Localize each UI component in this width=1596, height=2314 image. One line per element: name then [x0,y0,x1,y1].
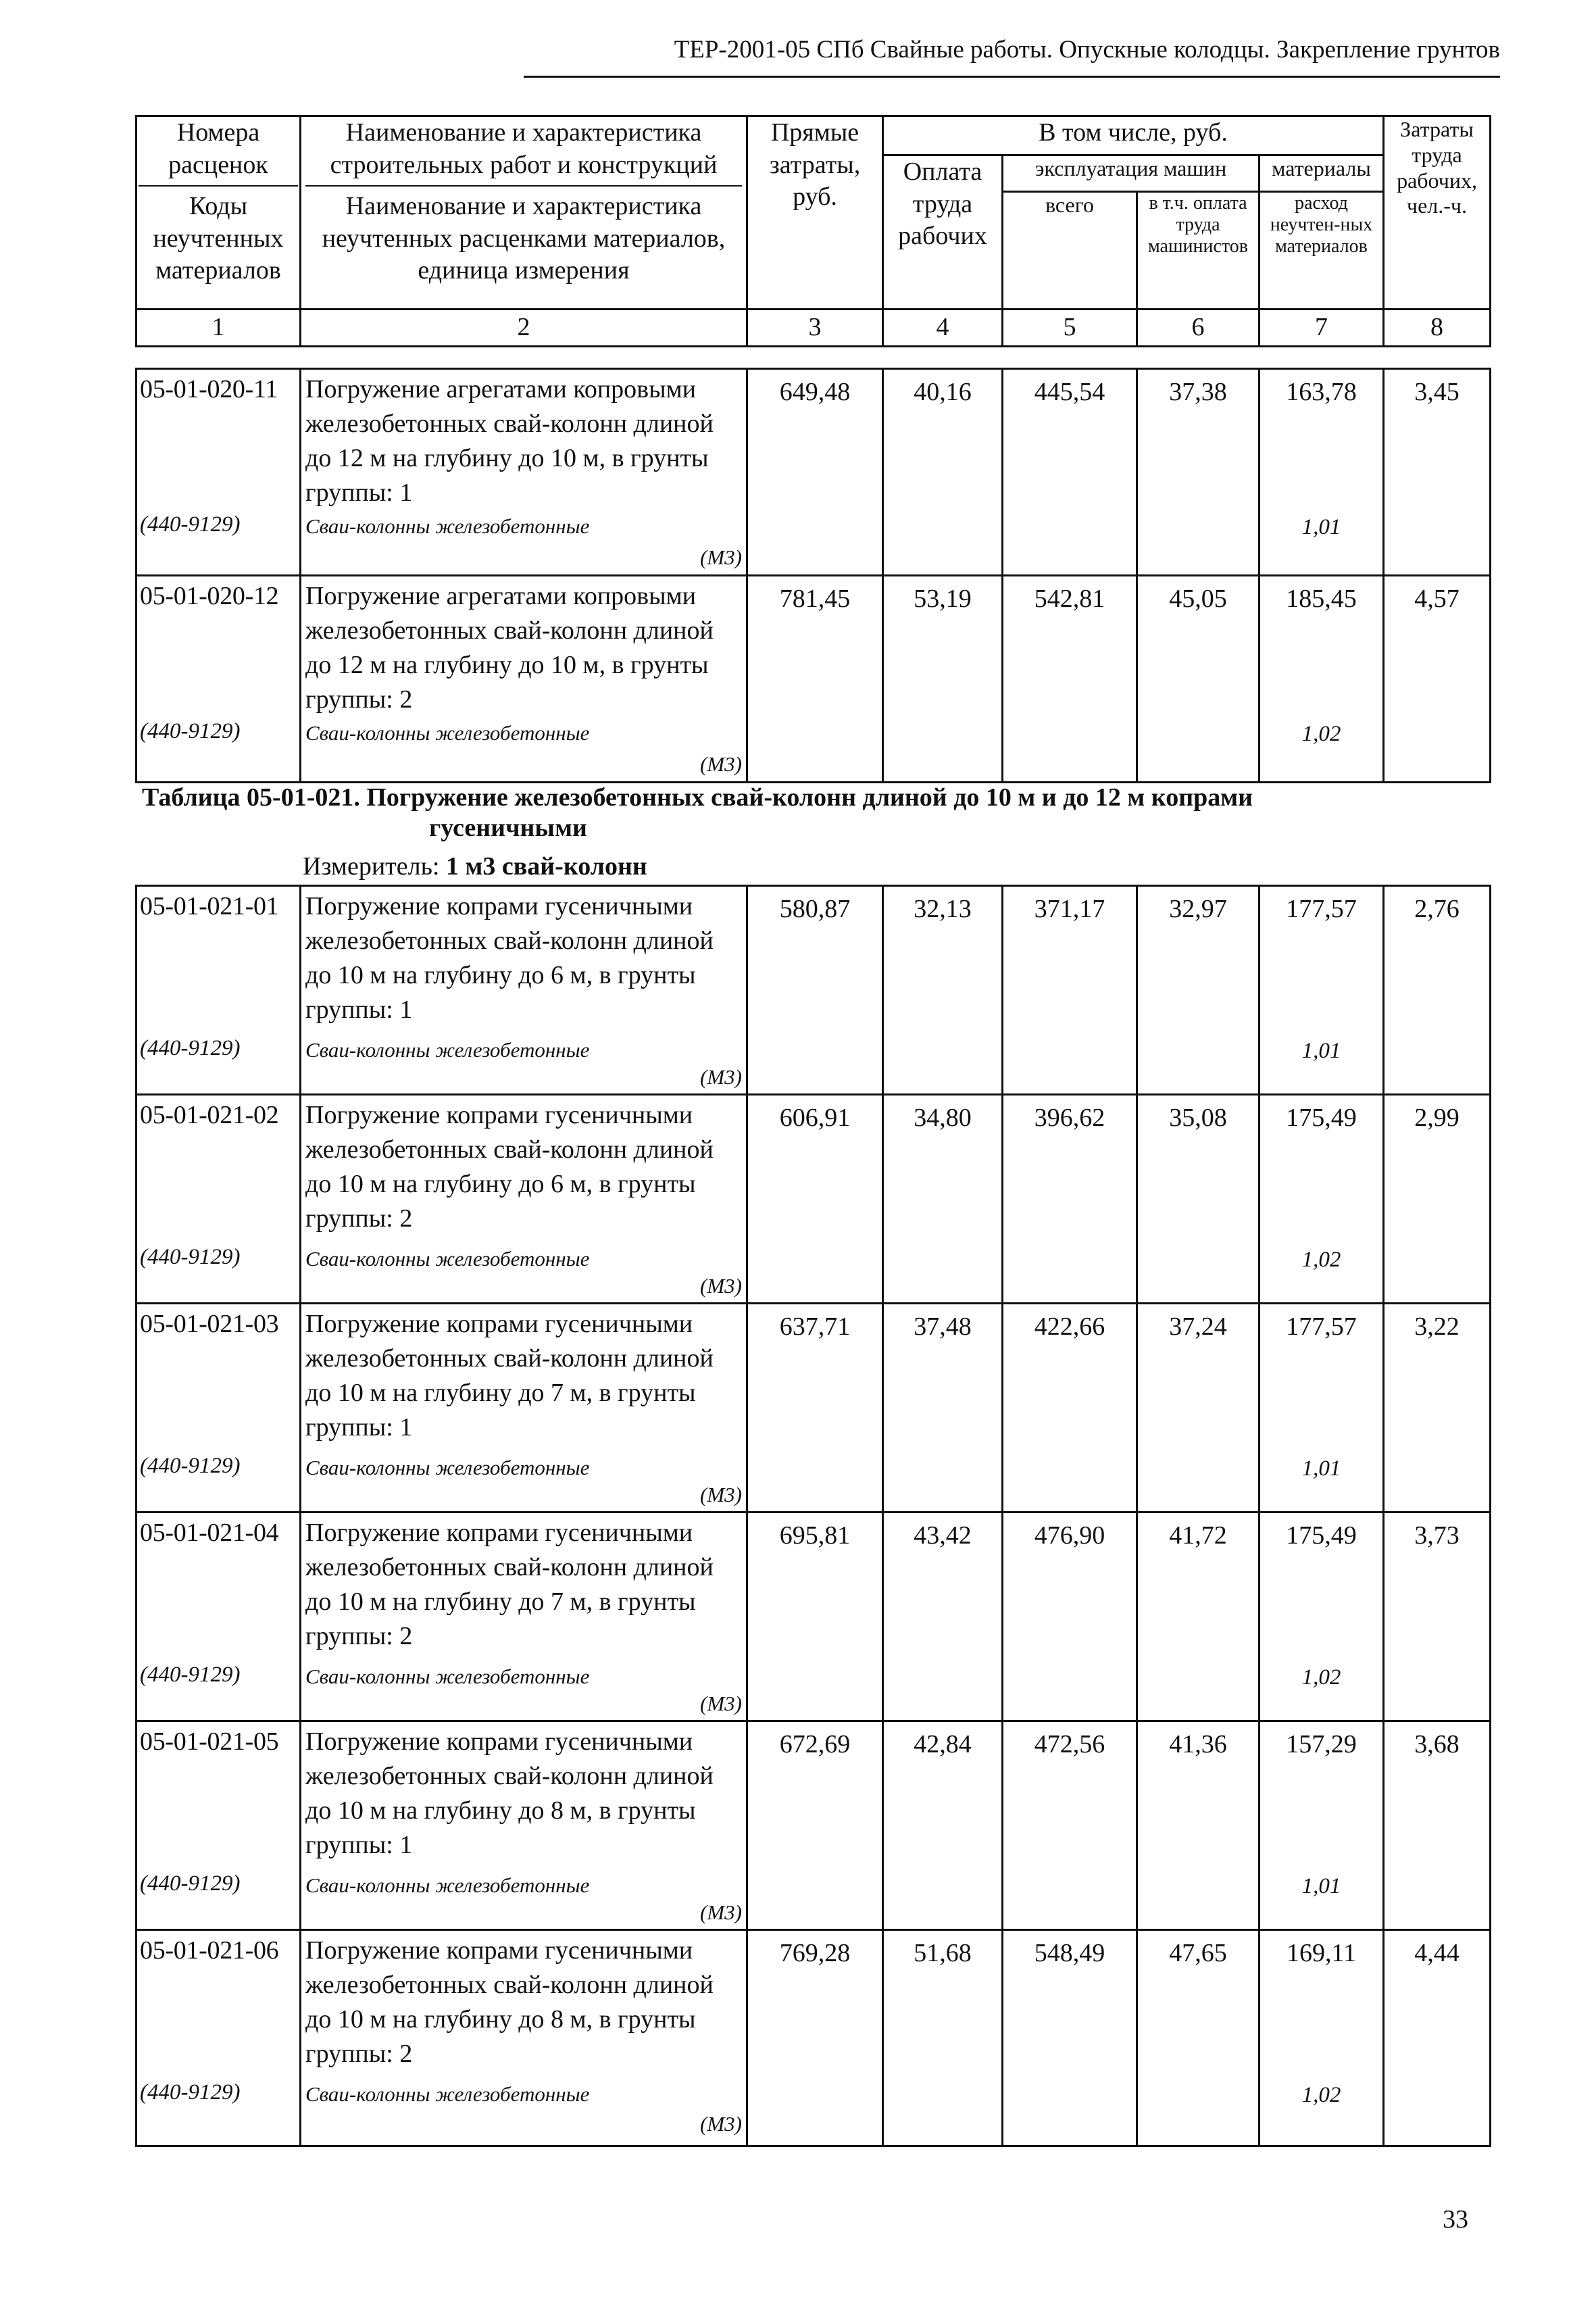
machine-operator-pay: 32,97 [1169,895,1227,923]
material-code: (440-9129) [140,1663,241,1687]
col1-header [136,116,301,310]
measure-unit [303,852,647,881]
machine-operator-pay: 37,24 [1169,1312,1227,1341]
rates-table-021 [135,885,1491,2147]
labor-cost: 43,42 [914,1521,972,1550]
rate-code: 05-01-021-02 [140,1101,279,1129]
labor-cost: 32,13 [914,895,972,923]
direct-cost: 580,87 [779,895,851,923]
page-number: 33 [1443,2205,1468,2234]
rate-code: 05-01-020-11 [140,375,278,403]
machine-cost-total: 371,17 [1034,895,1105,923]
table-row [136,369,1491,576]
material-code: (440-9129) [140,1454,241,1478]
col-num-6: 6 [1137,310,1260,347]
machine-cost-total: 422,66 [1034,1312,1105,1341]
col6-header: в т.ч. оплата труда машинистов [1137,192,1260,310]
rate-code: 05-01-021-05 [140,1727,279,1756]
labor-hours: 4,57 [1414,585,1460,613]
labor-hours: 2,76 [1414,895,1460,923]
col2-bottom-label: Наименование и характеристика неучтенных расценками материалов, единица измерения [322,192,726,285]
material-code: (440-9129) [140,2080,241,2104]
labor-hours: 3,45 [1414,378,1460,406]
direct-cost: 672,69 [779,1730,851,1758]
rates-table-020 [135,368,1491,783]
col1-top-label: Номера расценок [168,118,268,179]
material-unit: (М3) [700,1274,742,1298]
table-row [136,1930,1491,2146]
rate-code: 05-01-021-04 [140,1519,279,1547]
material-quantity: 1,01 [1301,1456,1341,1481]
material-code: (440-9129) [140,1871,241,1896]
material-code: (440-9129) [140,512,241,537]
rate-code: 05-01-021-01 [140,892,279,920]
machine-cost-total: 476,90 [1034,1521,1105,1550]
table-row [136,1721,1491,1930]
materials-cost: 177,57 [1286,1312,1357,1341]
header-rule [524,76,1500,78]
included-header: В том числе, руб. [883,116,1384,155]
material-name: Сваи-колонны железобетонные [305,721,590,745]
col-num-3: 3 [747,310,883,347]
labor-cost: 37,48 [914,1312,972,1341]
labor-hours: 4,44 [1414,1939,1460,1967]
direct-cost: 649,48 [779,378,851,406]
rate-code: 05-01-021-06 [140,1936,279,1965]
labor-cost: 34,80 [914,1104,972,1132]
col3-header: Прямые затраты, руб. [747,116,883,310]
material-unit: (М3) [700,1065,742,1089]
running-header: ТЕР-2001-05 СПб Свайные работы. Опускные колодцы. Закрепление грунтов [674,36,1500,64]
direct-cost: 606,91 [779,1104,851,1132]
materials-header: материалы [1260,155,1384,192]
col-num-8: 8 [1384,310,1491,347]
direct-cost: 637,71 [779,1312,851,1341]
table-title-line-2: гусеничными [429,813,587,842]
labor-hours: 3,68 [1414,1730,1460,1758]
col-num-7: 7 [1260,310,1384,347]
col4-header: Оплата труда рабочих [883,155,1003,310]
material-code: (440-9129) [140,1245,241,1269]
labor-hours: 3,73 [1414,1521,1460,1550]
col2-header [301,116,747,310]
material-code: (440-9129) [140,1036,241,1060]
work-description: Погружение копрами гусеничными железобетонных свай-колонн длиной до 10 м на глубину до 8 м, в грунты группы: 1 [305,1727,714,1859]
col-num-1: 1 [136,310,301,347]
material-name: Сваи-колонны железобетонные [305,1665,590,1688]
material-unit: (М3) [700,1900,742,1924]
col8-header: Затраты труда рабочих, чел.-ч. [1384,116,1491,310]
machine-operator-pay: 37,38 [1169,378,1227,406]
materials-cost: 185,45 [1286,585,1357,613]
direct-cost: 781,45 [779,585,851,613]
material-unit: (М3) [700,545,742,569]
col7-header: расход неучтен-ных материалов [1260,192,1384,310]
table-row [136,576,1491,783]
material-name: Сваи-колонны железобетонные [305,1456,590,1479]
work-description: Погружение копрами гусеничными железобетонных свай-колонн длиной до 10 м на глубину до 6 м, в грунты группы: 2 [305,1101,714,1233]
material-quantity: 1,02 [1301,2083,1341,2107]
rate-code: 05-01-020-12 [140,582,279,610]
machine-cost-total: 542,81 [1034,585,1105,613]
col-num-2: 2 [301,310,747,347]
machine-cost-total: 472,56 [1034,1730,1105,1758]
col-num-4: 4 [883,310,1003,347]
machine-operator-pay: 47,65 [1169,1939,1227,1967]
work-description: Погружение копрами гусеничными железобетонных свай-колонн длиной до 10 м на глубину до 7 м, в грунты группы: 1 [305,1310,714,1442]
materials-cost: 177,57 [1286,895,1357,923]
material-code: (440-9129) [140,719,241,743]
machine-operator-pay: 35,08 [1169,1104,1227,1132]
work-description: Погружение копрами гусеничными железобетонных свай-колонн длиной до 10 м на глубину до 8 м, в грунты группы: 2 [305,1936,714,2068]
material-unit: (М3) [700,2112,742,2136]
materials-cost: 175,49 [1286,1521,1357,1550]
labor-cost: 42,84 [914,1730,972,1758]
materials-cost: 163,78 [1286,378,1357,406]
labor-hours: 3,22 [1414,1312,1460,1341]
measure-label: Измеритель: [303,852,440,881]
material-quantity: 1,02 [1301,1665,1341,1690]
work-description: Погружение агрегатами копровыми железобетонных свай-колонн длиной до 12 м на глубину до 10 м, в грунты группы: 2 [305,582,714,714]
work-description: Погружение копрами гусеничными железобетонных свай-колонн длиной до 10 м на глубину до 6 м, в грунты группы: 1 [305,892,714,1024]
material-name: Сваи-колонны железобетонные [305,1873,590,1897]
measure-value: 1 м3 свай-колонн [446,852,647,881]
direct-cost: 695,81 [779,1521,851,1550]
column-header-table [135,115,1491,347]
materials-cost: 157,29 [1286,1730,1357,1758]
col1-bottom-label: Коды неучтенных материалов [153,192,284,285]
table-row [136,1512,1491,1721]
table-row [136,886,1491,1095]
col2-top-label: Наименование и характеристика строительных работ и конструкций [330,118,718,179]
machines-header: эксплуатация машин [1003,155,1260,192]
material-quantity: 1,02 [1301,1248,1341,1272]
materials-cost: 175,49 [1286,1104,1357,1132]
machine-operator-pay: 41,36 [1169,1730,1227,1758]
material-unit: (М3) [700,1692,742,1715]
work-description: Погружение копрами гусеничными железобетонных свай-колонн длиной до 10 м на глубину до 7 м, в грунты группы: 2 [305,1519,714,1650]
material-quantity: 1,01 [1301,1039,1341,1063]
machine-cost-total: 396,62 [1034,1104,1105,1132]
col-num-5: 5 [1003,310,1137,347]
material-name: Сваи-колонны железобетонные [305,1038,590,1062]
table-title-line-1: Таблица 05-01-021. Погружение железобетонных свай-колонн длиной до 10 м и до 12 м копрами [142,783,1253,812]
machine-cost-total: 445,54 [1034,378,1105,406]
material-unit: (М3) [700,752,742,776]
work-description: Погружение агрегатами копровыми железобетонных свай-колонн длиной до 12 м на глубину до 10 м, в грунты группы: 1 [305,375,714,507]
labor-cost: 53,19 [914,585,972,613]
material-name: Сваи-колонны железобетонные [305,2082,590,2106]
labor-cost: 51,68 [914,1939,972,1967]
rate-code: 05-01-021-03 [140,1310,279,1338]
labor-hours: 2,99 [1414,1104,1460,1132]
machine-cost-total: 548,49 [1034,1939,1105,1967]
material-name: Сваи-колонны железобетонные [305,1247,590,1271]
material-name: Сваи-колонны железобетонные [305,514,590,538]
machine-operator-pay: 45,05 [1169,585,1227,613]
material-quantity: 1,01 [1301,515,1341,539]
table-title [142,783,1500,843]
table-row [136,1095,1491,1304]
table-row [136,1304,1491,1512]
material-unit: (М3) [700,1483,742,1506]
material-quantity: 1,01 [1301,1874,1341,1898]
machine-operator-pay: 41,72 [1169,1521,1227,1550]
col5-header: всего [1003,192,1137,310]
materials-cost: 169,11 [1286,1939,1357,1967]
direct-cost: 769,28 [779,1939,851,1967]
labor-cost: 40,16 [914,378,972,406]
material-quantity: 1,02 [1301,722,1341,746]
